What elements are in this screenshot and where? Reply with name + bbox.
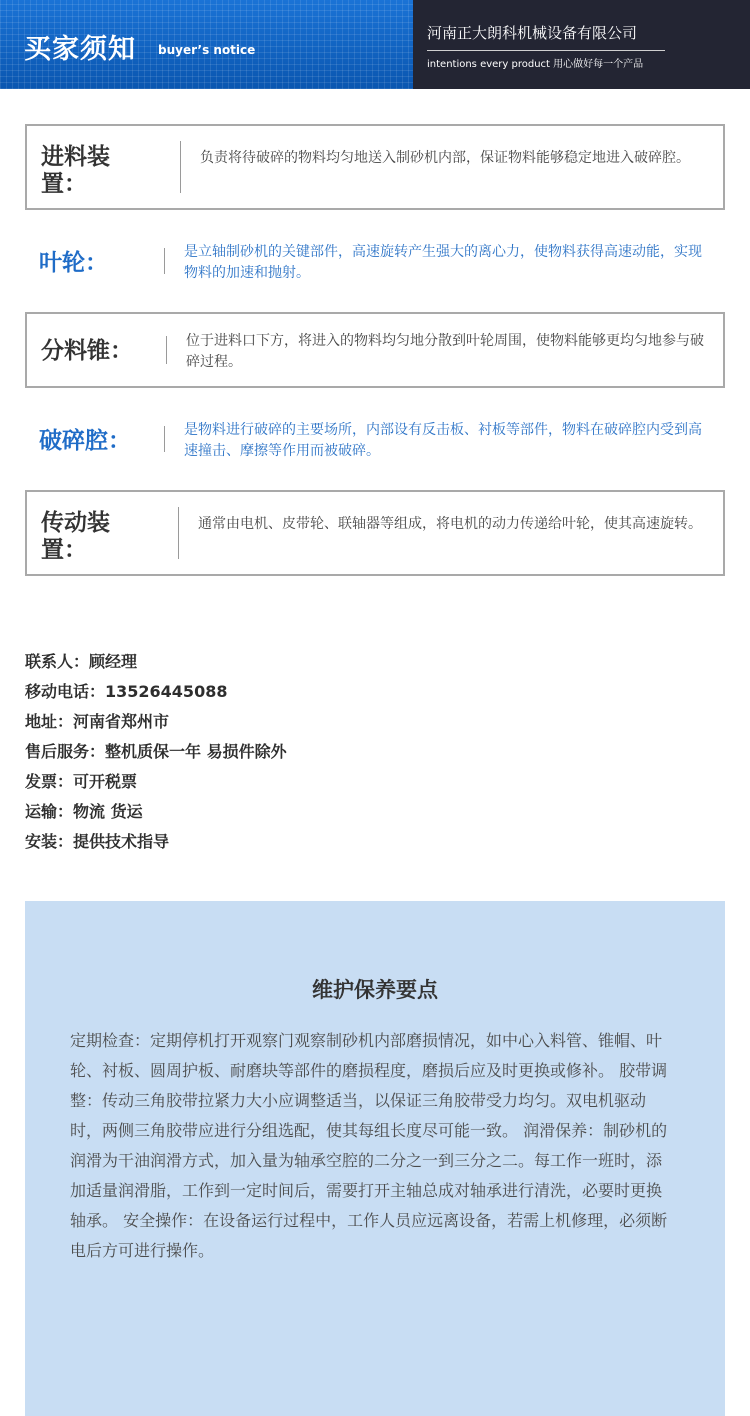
part-divider (164, 426, 165, 452)
part-divider (166, 336, 167, 364)
maintenance-body: 定期检查：定期停机打开观察门观察制砂机内部磨损情况，如中心入料管、锥帽、叶轮、衬板、圆周护板、耐磨块等部件的磨损程度，磨损后应及时更换或修补。 胶带调整：传动三角胶带拉紧力大小应调整适当，以保证三角胶带受力均匀。双电机驱动时，两侧三角胶带应进行分组选配，使其每组长度尽可能一致。 润滑保养：制砂机的润滑为干油润滑方式，加入量为轴承空腔的二分之一到三分之二。每工作一班时，添加适量润滑脂，工作到一定时间后，需要打开主轴总成对轴承进行清洗，必要时更换轴承。 安全操作：在设备运行过程中，工作人员应远离设备，若需上机修理，必须断电后方可进行操作。 (70, 1031, 668, 1260)
contact-installation: 安装：提供技术指导 (25, 832, 170, 851)
part-description: 是物料进行破碎的主要场所，内部设有反击板、衬板等部件，物料在破碎腔内受到高速撞击、摩擦等作用而被破碎。 (184, 422, 702, 459)
part-crushing-chamber (25, 410, 725, 474)
header-banner-right (413, 0, 750, 89)
part-label: 破碎腔： (39, 428, 131, 454)
part-description: 通常由电机、皮带轮、联轴器等组成，将电机的动力传递给叶轮，使其高速旋转。 (198, 516, 702, 532)
part-description: 是立轴制砂机的关键部件，高速旋转产生强大的离心力，使物料获得高速动能，实现物料的加速和抛射。 (184, 244, 702, 281)
part-label: 进料装置： (41, 144, 110, 197)
contact-invoice: 发票：可开税票 (25, 772, 138, 791)
part-label: 传动装置： (41, 510, 110, 563)
header-title: 买家须知 (24, 34, 136, 65)
part-divider (178, 507, 179, 559)
part-label: 叶轮： (39, 250, 108, 276)
part-divider (164, 248, 165, 274)
maintenance-title: 维护保养要点 (312, 978, 438, 1002)
part-impeller (25, 232, 725, 296)
contact-shipping: 运输：物流 货运 (25, 802, 143, 821)
part-transmission (25, 490, 725, 576)
part-divider (180, 141, 181, 193)
part-label: 分料锥： (41, 338, 133, 364)
part-distribution-cone (25, 312, 725, 388)
company-name: 河南正大朗科机械设备有限公司 (427, 22, 665, 51)
header-subtitle: buyer’s notice (158, 43, 256, 57)
company-tagline: intentions every product 用心做好每一个产品 (427, 59, 644, 70)
contact-after-sales: 售后服务：整机质保一年 易损件除外 (25, 742, 287, 761)
part-description: 负责将待破碎的物料均匀地送入制砂机内部，保证物料能够稳定地进入破碎腔。 (200, 150, 690, 166)
contact-person: 联系人：顾经理 (25, 652, 138, 671)
contact-info (25, 647, 287, 857)
contact-address: 地址：河南省郑州市 (25, 712, 170, 731)
part-description: 位于进料口下方，将进入的物料均匀地分散到叶轮周围，使物料能够更均匀地参与破碎过程。 (186, 333, 704, 370)
part-feed-device (25, 124, 725, 210)
contact-mobile: 移动电话：13526445088 (25, 682, 228, 701)
header-banner-left (0, 0, 413, 89)
page-header (0, 0, 750, 89)
maintenance-panel (25, 901, 725, 1416)
